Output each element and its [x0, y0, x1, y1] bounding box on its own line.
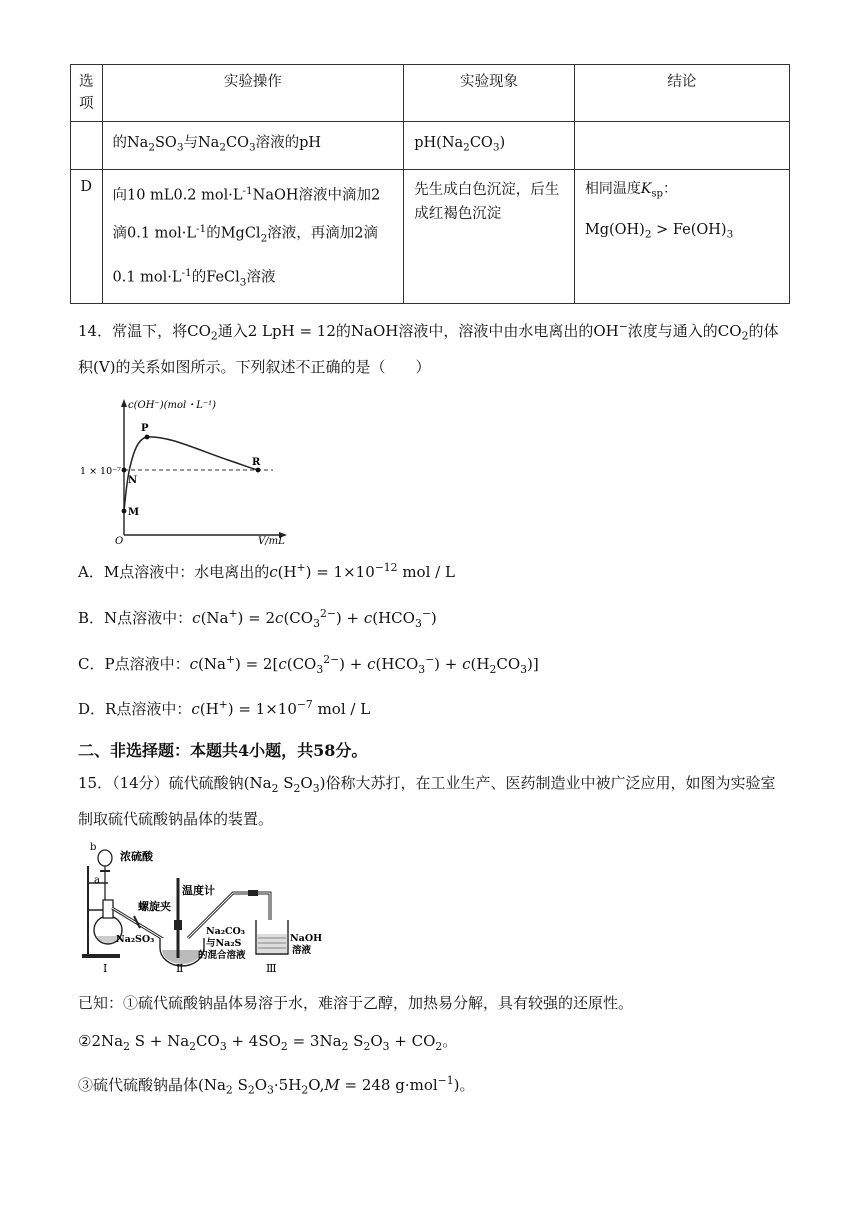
q14-stem-line2: 积(V)的关系如图所示。下列叙述不正确的是（ ） — [78, 358, 431, 376]
label-conc-acid: 浓硫酸 — [120, 850, 153, 863]
label-a: a — [94, 875, 100, 886]
row1-conclusion — [574, 122, 789, 170]
rowD-option: D — [71, 169, 103, 303]
rowD-conclusion — [574, 169, 789, 303]
label-n: N — [128, 475, 138, 486]
rowD-operation — [102, 169, 404, 303]
header-option: 选项 — [71, 65, 103, 122]
table-row — [71, 122, 790, 170]
graph-ytick: 1 × 10⁻⁷ — [80, 466, 121, 477]
thermometer-stopper — [174, 920, 182, 930]
q14-option-a[interactable]: A．M点溶液中：水电离出的$c(H^+) = 1\times 10^{-12}$ mol / L — [78, 561, 455, 581]
label-thermometer: 温度计 — [182, 884, 215, 897]
rowD-operation-line1: 向10 mL0.2 $mol\cdot L^{-1}NaOH$溶液中滴加2 — [112, 184, 381, 204]
label-b: b — [90, 842, 97, 853]
q15-stem-line2: 制取硫代硫酸钠晶体的装置。 — [78, 810, 274, 828]
stand-base-1 — [82, 954, 120, 958]
point-r — [256, 468, 261, 473]
separatory-funnel — [98, 850, 112, 866]
label-mix2: 与Na₂S — [206, 938, 242, 949]
y-axis-arrow — [121, 399, 127, 407]
row1-option — [71, 122, 103, 170]
q15-known-2: $②2Na_2$ $S + Na_2CO_3 + 4SO_2 = 3Na_2$ $S_2O_3 + CO_2$。 — [78, 1032, 458, 1053]
label-clamp: 螺旋夹 — [138, 900, 171, 913]
label-apparatus-3: Ⅲ — [266, 962, 277, 975]
row1-phenomenon: $pH(Na_2CO_3)$ — [404, 122, 575, 170]
rowD-phenomenon: 先生成白色沉淀，后生成红褐色沉淀 — [404, 169, 575, 303]
label-na2so3: Na₂SO₃ — [116, 934, 155, 945]
q15-known-3: ③硫代硫酸钠晶体($Na_2$ $S_2O_3\cdot 5H_2O,M = 248$ g·mol$^{-1}$)。 — [78, 1074, 475, 1097]
label-m: M — [128, 507, 140, 518]
label-mix3: 的混合溶液 — [198, 950, 246, 961]
table-header-row — [71, 65, 790, 122]
label-r: R — [252, 457, 261, 468]
header-operation: 实验操作 — [102, 65, 404, 122]
rowD-conclusion-line1: 相同温度$K_{sp}$： — [584, 180, 677, 200]
q14-option-d[interactable]: D．R点溶液中：$c(H^+) = 1\times 10^{-7}$ mol / L — [78, 698, 371, 718]
label-naoh1: NaOH — [290, 933, 323, 944]
row1-operation: 的$Na_2SO_3$与$Na_2CO_3$溶液的pH — [102, 122, 404, 170]
graph-origin: O — [115, 536, 124, 545]
label-apparatus-2: Ⅱ — [176, 962, 184, 975]
q14-option-b[interactable]: B．N点溶液中：$c(Na^+) = 2c(CO_3^{2-}) + c(HCO_3^-)$ — [78, 607, 437, 630]
label-p: P — [141, 423, 149, 434]
oh-curve — [124, 437, 258, 511]
header-conclusion: 结论 — [574, 65, 789, 122]
q15-stem-line1: 15．（14分）硫代硫酸钠($Na_2$ $S_2O_3$)俗称大苏打，在工业生产、医药制造业中被广泛应用，如图为实验室 — [78, 774, 776, 795]
tube-connector — [248, 890, 258, 896]
experiment-table — [70, 64, 790, 304]
q14-stem-line1: 14．常温下，将$CO_2$通入2 LpH = 12的NaOH溶液中，溶液中由水电离出的OH−浓度与通入的$CO_2$的体 — [78, 320, 779, 343]
point-n — [122, 468, 127, 473]
graph-xlabel: V/mL — [258, 536, 285, 545]
rowD-operation-line2: 滴0.1 $mol\cdot L^{-1}$的MgCl$_2$溶液，再滴加2滴 — [112, 223, 378, 245]
rowD-conclusion-line2: $Mg(OH)_2 > Fe(OH)_3$ — [584, 222, 734, 241]
section-2-heading: 二、非选择题：本题共4小题，共58分。 — [78, 741, 368, 760]
point-p — [145, 435, 150, 440]
q14-option-c[interactable]: C．P点溶液中：$c(Na^+) = 2[c(CO_3^{2-}) + c(HCO_3^-) + c(H_2CO_3)]$ — [78, 653, 539, 676]
label-naoh2: 溶液 — [292, 945, 312, 956]
rowD-operation-line3: 0.1 $mol\cdot L^{-1}$的FeCl$_3$溶液 — [112, 266, 276, 289]
q15-known-1: 已知：①硫代硫酸钠晶体易溶于水，难溶于乙醇，加热易分解，具有较强的还原性。 — [78, 994, 634, 1012]
label-mix1: Na₂CO₃ — [206, 926, 245, 937]
header-phenomenon: 实验现象 — [404, 65, 575, 122]
q15-apparatus — [78, 838, 328, 978]
table-row — [71, 169, 790, 303]
point-m — [122, 509, 127, 514]
graph-ylabel: c(OH⁻)(mol・L⁻¹) — [128, 400, 217, 411]
label-apparatus-1: Ⅰ — [103, 962, 108, 975]
q14-graph — [78, 395, 288, 545]
beaker-3-liquid — [257, 934, 287, 953]
